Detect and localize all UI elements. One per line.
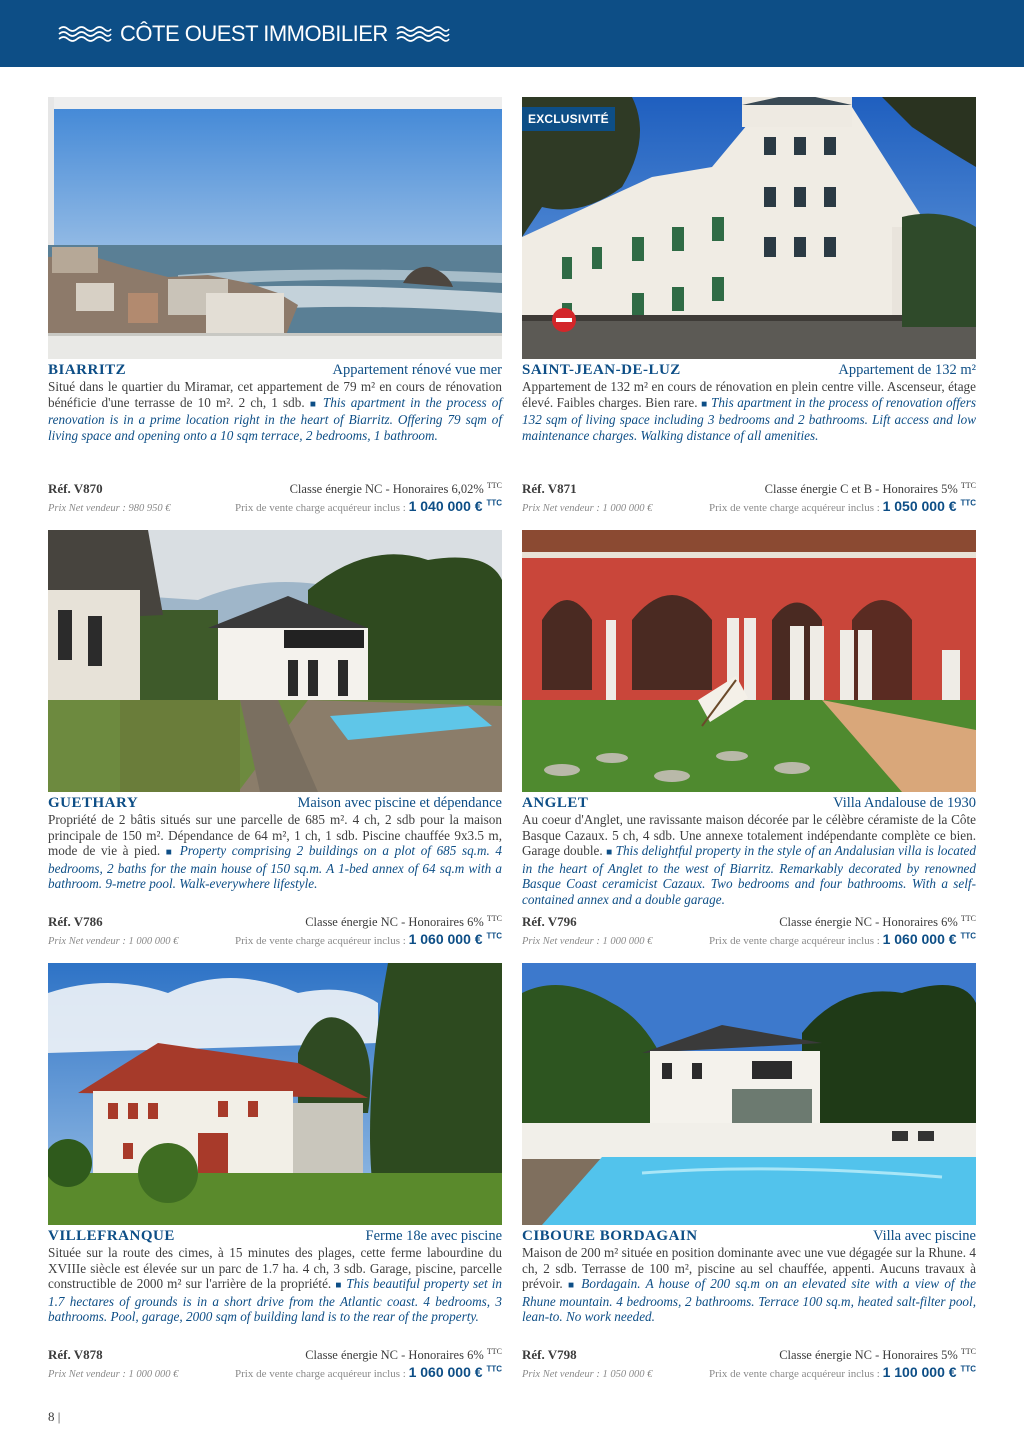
- listing-location: SAINT-JEAN-DE-LUZ: [522, 362, 681, 378]
- listing-description: [48, 379, 502, 443]
- price-label: Prix de vente charge acquéreur inclus :: [234, 935, 406, 947]
- price-label: Prix de vente charge acquéreur inclus :: [234, 502, 406, 514]
- description-en: Bordagain. A house of 200 sq.m on an elevated site with a view of the Rhune mountain. 4 bedrooms, 2 bathrooms. Terrace 100 sq.m, heated salt-filter pool, lean-to. No work needed.: [522, 1276, 977, 1324]
- price-block: [709, 1364, 976, 1380]
- price-label: Prix de vente charge acquéreur inclus :: [708, 935, 880, 947]
- page-number: 8 |: [48, 1409, 61, 1424]
- listing-description: [48, 1245, 502, 1325]
- exclusivity-badge: EXCLUSIVITÉ: [522, 107, 615, 131]
- square-bullet-icon: ■: [335, 1280, 343, 1291]
- description-fr: Appartement de 132 m² en cours de rénovation en plein centre ville. Ascenseur, étage élevé. Faibles charges. Bien rare.: [522, 379, 976, 410]
- listing-subtitle: Appartement de 132 m²: [838, 362, 976, 378]
- page-header: [0, 0, 1024, 67]
- price-block: [235, 1364, 502, 1380]
- square-bullet-icon: ■: [701, 398, 708, 410]
- description-en: This apartment in the process of renovation is in a prime location right in the heart of Biarritz. Offering 79 sqm of living space and opening onto a 10 sqm terrace, 2 bedrooms, 1 bathroom.: [48, 394, 503, 443]
- listing-ref-row: [522, 481, 976, 497]
- listing-title-row: [522, 362, 976, 379]
- listing-ref-row: [522, 914, 976, 930]
- net-seller-price: Prix Net vendeur : 1 000 000 €: [48, 1369, 179, 1380]
- listing-location: GUETHARY: [48, 795, 139, 811]
- listing-title-row: [522, 1228, 976, 1245]
- energy-fees: Classe énergie NC - Honoraires 6% $^{TTC}$: [305, 1347, 502, 1363]
- listing-price: 1 050 000 € $^{TTC}$: [882, 498, 976, 514]
- description-en: This delightful property in the style of an Andalusian villa is located in the heart of Anglet to the west of Biarritz. Remarkably decorated by renowned Basque Coast ceramicist Cazaux. Two bedrooms and four bathrooms. With a self-contained annex and a double garage.: [522, 843, 977, 907]
- net-seller-price: Prix Net vendeur : 1 000 000 €: [522, 503, 653, 514]
- listing-price: 1 060 000 € $^{TTC}$: [882, 931, 976, 947]
- listing-location: CIBOURE BORDAGAIN: [522, 1228, 698, 1244]
- listing-photo[interactable]: [48, 530, 502, 792]
- listing-title-row: [48, 1228, 502, 1245]
- net-seller-price: Prix Net vendeur : 980 950 €: [48, 503, 171, 514]
- brand-name: CÔTE OUEST IMMOBILIER: [120, 21, 388, 46]
- listing-subtitle: Appartement rénové vue mer: [332, 362, 502, 378]
- listing-price: 1 040 000 € $^{TTC}$: [408, 498, 502, 514]
- description-en: This beautiful property set in 1.7 hectares of grounds is in a short drive from the Atlantic coast. 4 bedrooms, 3 bathrooms. Pool, garage, 2000 sqm of building land is to the rear of the property.: [48, 1276, 503, 1324]
- description-fr: Au coeur d'Anglet, une ravissante maison décorée par le célèbre céramiste de la Côte Basque Cazaux. 5 ch, 4 sdb. Une annexe totalement indépendante complète ce bien. Garage double.: [522, 812, 976, 858]
- listing-title-row: [522, 795, 976, 812]
- waves-icon: [396, 24, 450, 44]
- listing-card[interactable]: [48, 530, 502, 947]
- description-fr: Située sur la route des cimes, à 15 minutes des plages, cette ferme labourdine du XVIIIe siècle est élevée sur un parc de 1.7 ha. 4 ch, 3 sdb. Garage, piscine, parcelle constructible de 2000 m² sur l'arrière de la propriété.: [48, 1245, 502, 1291]
- price-block: [709, 498, 976, 514]
- listing-ref-row: [48, 1347, 502, 1363]
- description-en: Property comprising 2 buildings on a plot of 685 sq.m. 4 bedrooms, 2 baths for the main house of 150 sq.m. A 1-bed annex of 64 sq.m with a bathroom. 9-metre pool. Walk-everywhere lifestyle.: [48, 843, 502, 891]
- listing-ref-row: [48, 481, 502, 497]
- listing-description: [522, 379, 976, 443]
- waves-icon: [58, 24, 112, 44]
- description-fr: Maison de 200 m² située en position dominante avec une vue dégagée sur la Rhune. 4 ch, 2 sdb. Terrasse de 100 m², piscine au sel chauffée, appenti. Aucuns travaux à prévoir.: [522, 1245, 976, 1291]
- listing-photo[interactable]: [522, 97, 976, 359]
- listing-subtitle: Villa avec piscine: [872, 1228, 976, 1244]
- listing-description: [522, 812, 976, 907]
- energy-fees: Classe énergie NC - Honoraires 5% $^{TTC}$: [779, 1347, 976, 1363]
- listing-description: [48, 812, 502, 892]
- listing-photo[interactable]: [522, 963, 976, 1225]
- listing-location: BIARRITZ: [48, 362, 127, 378]
- price-block: [235, 931, 502, 947]
- listing-card[interactable]: [522, 530, 977, 947]
- square-bullet-icon: ■: [309, 398, 318, 410]
- listing-photo[interactable]: [48, 97, 502, 359]
- listing-subtitle: Villa Andalouse de 1930: [833, 795, 976, 811]
- description-fr: Propriété de 2 bâtis situés sur une parcelle de 685 m². 4 ch, 2 sdb pour la maison principale de 150 m². Dépendance de 64 m², 1 ch, 1 sdb. Piscine chauffée 9x3.5 m, mode de vie à pied.: [48, 812, 502, 858]
- listing-title-row: [48, 795, 502, 812]
- listing-photo[interactable]: [48, 963, 502, 1225]
- energy-fees: Classe énergie NC - Honoraires 6,02% $^{TTC}$: [289, 481, 502, 497]
- listing-card[interactable]: [48, 963, 503, 1380]
- square-bullet-icon: ■: [165, 847, 175, 858]
- square-bullet-icon: ■: [606, 847, 613, 858]
- listing-card[interactable]: [522, 963, 977, 1380]
- price-block: [709, 931, 976, 947]
- listing-price-row: [522, 1364, 976, 1380]
- listing-price: 1 060 000 € $^{TTC}$: [408, 1364, 502, 1380]
- listing-title-row: [48, 362, 502, 379]
- listing-subtitle: Maison avec piscine et dépendance: [297, 795, 502, 811]
- listing-ref: Réf. V798: [522, 1347, 577, 1363]
- listing-price: 1 100 000 € $^{TTC}$: [882, 1364, 976, 1380]
- listing-ref: Réf. V796: [522, 914, 577, 930]
- price-label: Prix de vente charge acquéreur inclus :: [708, 502, 880, 514]
- energy-fees: Classe énergie C et B - Honoraires 5% $^{TTC}$: [764, 481, 976, 497]
- listing-photo[interactable]: [522, 530, 976, 792]
- listing-ref: Réf. V871: [522, 481, 577, 497]
- energy-fees: Classe énergie NC - Honoraires 6% $^{TTC}$: [779, 914, 976, 930]
- listing-price-row: [522, 498, 976, 514]
- description-en: This apartment in the process of renovation offers 132 sqm of living space including 3 bedrooms and 2 bathrooms. Lift access and low maintenance charges. Walking distance of all amenities.: [522, 394, 977, 443]
- listing-ref: Réf. V878: [48, 1347, 103, 1363]
- listing-card[interactable]: [48, 97, 503, 514]
- listing-description: [522, 1245, 976, 1325]
- price-label: Prix de vente charge acquéreur inclus :: [234, 1368, 406, 1380]
- price-block: [235, 498, 502, 514]
- listing-subtitle: Ferme 18e avec piscine: [365, 1228, 502, 1244]
- brand-logo: [58, 20, 450, 48]
- listing-ref: Réf. V870: [48, 481, 103, 497]
- listing-price-row: [48, 498, 502, 514]
- listing-ref-row: [522, 1347, 976, 1363]
- listing-ref: Réf. V786: [48, 914, 103, 930]
- listing-price: 1 060 000 € $^{TTC}$: [408, 931, 502, 947]
- listing-location: VILLEFRANQUE: [48, 1228, 175, 1244]
- net-seller-price: Prix Net vendeur : 1 050 000 €: [522, 1369, 653, 1380]
- net-seller-price: Prix Net vendeur : 1 000 000 €: [522, 936, 653, 947]
- listing-price-row: [522, 931, 976, 947]
- listing-card[interactable]: [522, 97, 977, 514]
- listing-location: ANGLET: [522, 795, 589, 811]
- listing-ref-row: [48, 914, 502, 930]
- net-seller-price: Prix Net vendeur : 1 000 000 €: [48, 936, 179, 947]
- square-bullet-icon: ■: [567, 1280, 576, 1291]
- listing-price-row: [48, 931, 502, 947]
- listing-price-row: [48, 1364, 502, 1380]
- price-label: Prix de vente charge acquéreur inclus :: [708, 1368, 880, 1380]
- description-fr: Situé dans le quartier du Miramar, cet appartement de 79 m² en cours de rénovation bénéficie d'une terrasse de 10 m². 2 ch, 1 sdb.: [48, 379, 502, 410]
- energy-fees: Classe énergie NC - Honoraires 6% $^{TTC}$: [305, 914, 502, 930]
